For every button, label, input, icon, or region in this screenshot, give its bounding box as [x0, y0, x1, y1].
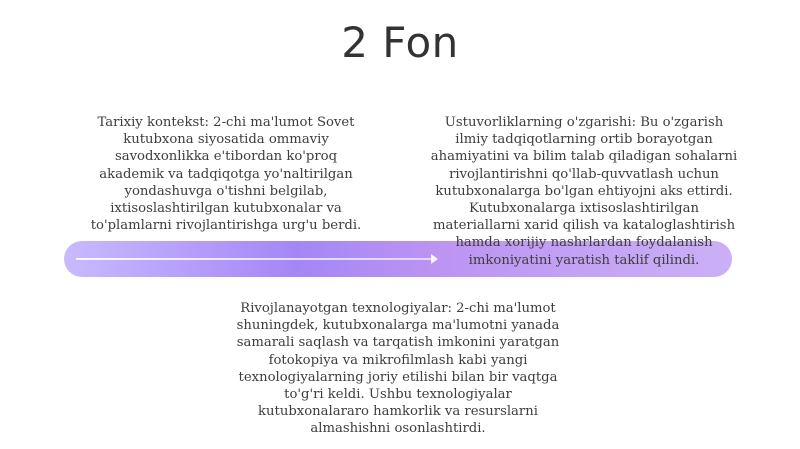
timeline-arrow	[76, 258, 432, 260]
text-block-historical-context: Tarixiy kontekst: 2-chi ma'lumot Sovet kutubxona siyosatida ommaviy savodxonlikka e'tibordan ko'proq akademik va tadqiqotga yo'naltirilgan yondashuvga o'tishni belgilab, ixtisoslashtirilgan kutubxonalar va to'plamlarni rivojlantirishga urg'u berdi.	[90, 115, 362, 234]
text-block-emerging-technologies: Rivojlanayotgan texnologiyalar: 2-chi ma'lumot shuningdek, kutubxonalarga ma'lumotni yanada samarali saqlash va tarqatish imkonini yaratgan fotokopiya va mikrofilmlash kabi yangi texnologiyalarning joriy etilishi bilan bir vaqtga to'g'ri keldi. Ushbu texnologiyalar kutubxonalararo hamkorlik va resurslarni almashishni osonlashtirdi.	[236, 301, 560, 437]
slide-title: 2 Fon	[341, 18, 459, 67]
text-block-priority-shift: Ustuvorliklarning o'zgarishi: Bu o'zgarish ilmiy tadqiqotlarning ortib borayotgan ahamiyatini va bilim talab qiladigan sohalarni rivojlantirishni qo'llab-quvvatlash uchun kutubxonalarga bo'lgan ehtiyojni aks ettirdi. Kutubxonalarga ixtisoslashtirilgan materiallarni xarid qilish va kataloglashtirish hamda xorijiy nashrlardan foydalanish imkoniyatini yaratish taklif qilindi.	[430, 115, 738, 268]
